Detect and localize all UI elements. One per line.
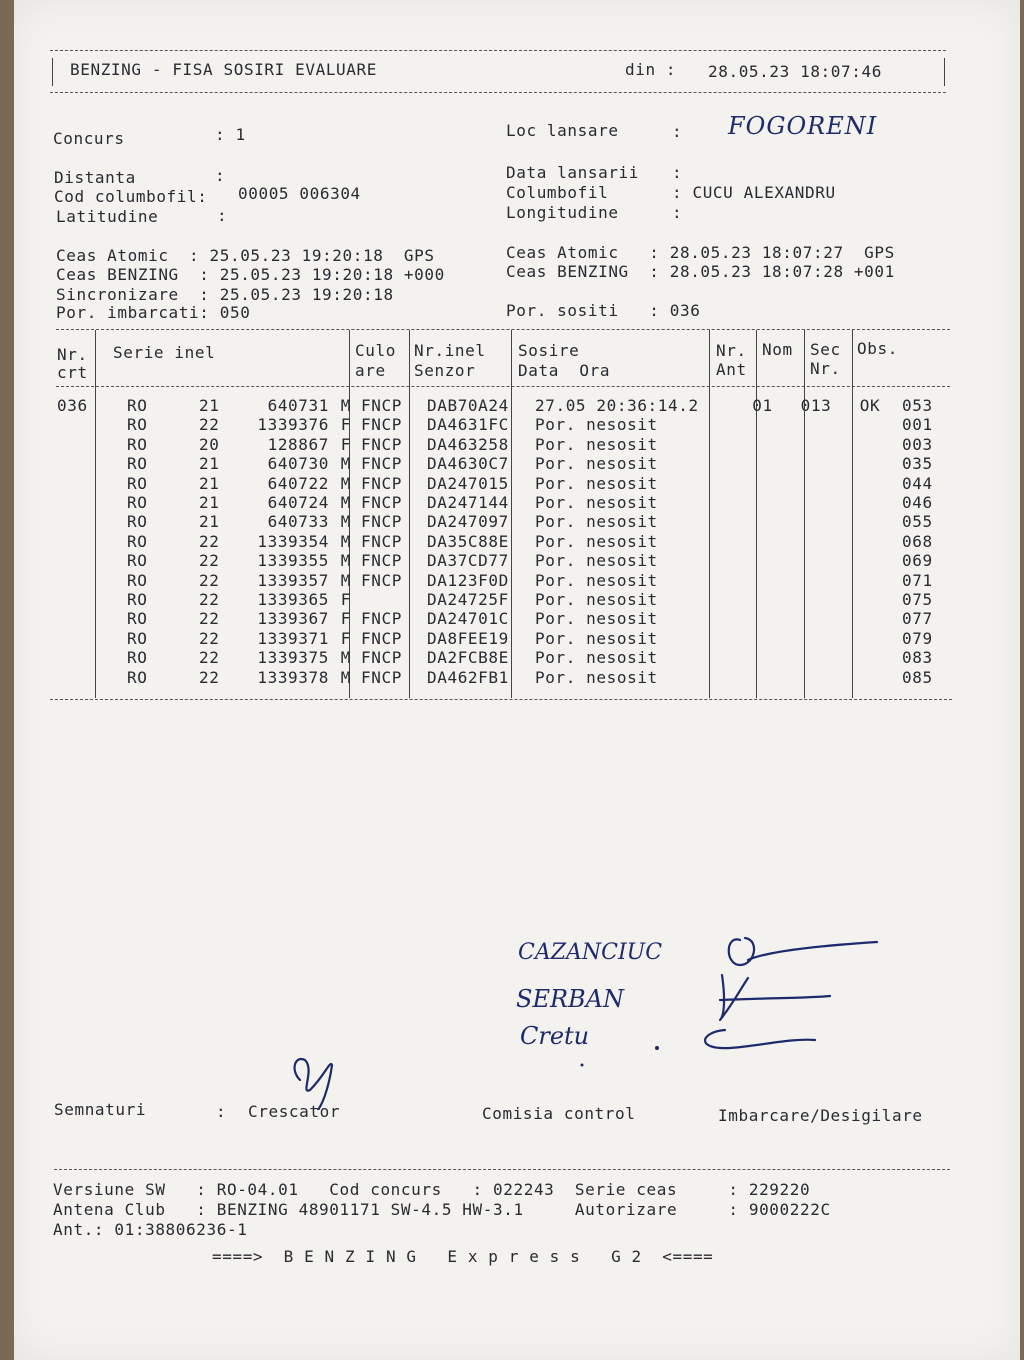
cell-culoare: FNCP bbox=[361, 551, 402, 571]
cell-ant bbox=[733, 454, 786, 473]
cell-sec bbox=[840, 435, 894, 454]
cell-nr: 1339357 bbox=[257, 570, 329, 590]
cell-sec bbox=[840, 493, 894, 512]
cell-crt bbox=[55, 435, 101, 454]
cell-culoare: FNCP bbox=[361, 648, 402, 668]
ceas-atomic-lansare: Ceas Atomic : 25.05.23 19:20:18 GPS bbox=[56, 246, 435, 265]
cell-obs: 085 bbox=[902, 667, 933, 687]
cell-sex: M bbox=[340, 493, 351, 513]
cell-nom bbox=[786, 629, 840, 648]
col-header-nr-inel: Nr.inel bbox=[414, 341, 486, 360]
table-row bbox=[55, 648, 962, 667]
cell-sosire: 27.05 20:36:14.2 bbox=[535, 396, 699, 415]
cell-crt bbox=[55, 648, 101, 667]
data-lansarii-value: : bbox=[672, 163, 683, 182]
cell-nom bbox=[786, 532, 840, 551]
col-header-senzor: Senzor bbox=[414, 361, 476, 380]
cod-columbofil-label: Cod columbofil: bbox=[54, 187, 208, 206]
cell-sex: M bbox=[340, 648, 351, 668]
col-header-nr-ant: Nr. bbox=[716, 341, 747, 360]
col-header-nr-crt: Nr. bbox=[57, 345, 88, 364]
cell-sosire: Por. nesosit bbox=[535, 570, 658, 590]
data-lansarii-label: Data lansarii bbox=[506, 163, 640, 182]
cell-an: 21 bbox=[199, 396, 220, 415]
table-row bbox=[55, 551, 962, 570]
cell-obs: 077 bbox=[902, 609, 933, 629]
cell-sex: F bbox=[340, 628, 351, 648]
cell-sec bbox=[840, 648, 894, 667]
cell-an: 22 bbox=[199, 590, 220, 610]
cell-an: 21 bbox=[199, 512, 220, 532]
cell-sosire: Por. nesosit bbox=[535, 493, 658, 513]
cell-crt bbox=[55, 454, 101, 473]
footer-ant: Ant.: 01:38806236-1 bbox=[53, 1220, 248, 1239]
cell-senzor: DA24725F bbox=[427, 590, 509, 610]
cell-nom bbox=[786, 609, 840, 628]
table-row bbox=[55, 435, 962, 454]
cell-ant bbox=[733, 571, 786, 590]
columbofil-label: Columbofil bbox=[506, 183, 609, 202]
report-date-label: din : bbox=[625, 60, 677, 79]
cell-nr: 128867 bbox=[267, 434, 329, 454]
cell-obs: 001 bbox=[902, 415, 933, 435]
cell-nr: 640733 bbox=[267, 512, 329, 532]
table-row bbox=[55, 454, 962, 473]
longitudine-label: Longitudine bbox=[506, 203, 619, 222]
cell-sex: M bbox=[340, 396, 351, 415]
cell-nom bbox=[786, 551, 840, 570]
cell-an: 22 bbox=[199, 531, 220, 551]
cell-sex: M bbox=[340, 512, 351, 532]
distanta-label: Distanta bbox=[54, 168, 136, 187]
cell-senzor: DA4631FC bbox=[427, 415, 509, 435]
cell-sosire: Por. nesosit bbox=[535, 454, 658, 474]
cell-tara: RO bbox=[127, 628, 148, 648]
col-header-culoare-2: are bbox=[355, 361, 386, 380]
footer-versiune: Versiune SW : RO-04.01 Cod concurs : 022243 Serie ceas : 229220 bbox=[53, 1180, 811, 1199]
cell-ant bbox=[733, 512, 786, 531]
cell-nr: 1339367 bbox=[257, 609, 329, 629]
cell-tara: RO bbox=[127, 551, 148, 571]
table-row bbox=[55, 512, 962, 531]
cell-obs: 046 bbox=[902, 493, 933, 513]
cell-ant bbox=[733, 415, 786, 434]
concurs-label: Concurs bbox=[53, 129, 125, 148]
cell-obs: 053 bbox=[902, 396, 933, 415]
cell-tara: RO bbox=[127, 570, 148, 590]
cell-obs: 055 bbox=[902, 512, 933, 532]
cell-obs: 044 bbox=[902, 473, 933, 493]
table-header-border bbox=[56, 386, 950, 387]
cell-nom bbox=[786, 668, 840, 687]
cell-tara: RO bbox=[127, 434, 148, 454]
concurs-value: : 1 bbox=[215, 125, 246, 144]
cell-culoare: FNCP bbox=[361, 454, 402, 474]
cell-an: 22 bbox=[199, 667, 220, 687]
cell-sex: F bbox=[340, 415, 351, 435]
col-header-obs: Obs. bbox=[857, 339, 898, 358]
cell-nr: 640731 bbox=[267, 396, 329, 415]
cell-sec bbox=[840, 551, 894, 570]
col-header-nr-ant-2: Ant bbox=[716, 360, 747, 379]
cell-culoare bbox=[355, 590, 421, 609]
table-row bbox=[55, 609, 962, 628]
cell-obs: 071 bbox=[902, 570, 933, 590]
cell-an: 21 bbox=[199, 493, 220, 513]
cell-nr: 1339378 bbox=[257, 667, 329, 687]
cell-sec: OK bbox=[859, 396, 881, 415]
cell-sex: M bbox=[340, 473, 351, 493]
footer-separator bbox=[54, 1169, 950, 1170]
table-row bbox=[55, 532, 962, 551]
cell-culoare: FNCP bbox=[361, 667, 402, 687]
cell-sex: M bbox=[340, 454, 351, 474]
header-border-top bbox=[50, 50, 946, 51]
cell-culoare: FNCP bbox=[361, 434, 402, 454]
cell-nom bbox=[786, 512, 840, 531]
cell-nr: 640722 bbox=[267, 473, 329, 493]
cell-sex: M bbox=[340, 551, 351, 571]
imbarcare-label: Imbarcare/Desigilare bbox=[718, 1106, 923, 1125]
cell-crt bbox=[55, 571, 101, 590]
arrivals-table bbox=[55, 396, 962, 687]
header-border-right bbox=[944, 58, 945, 86]
cell-culoare: FNCP bbox=[361, 531, 402, 551]
report-date: 28.05.23 18:07:46 bbox=[708, 62, 882, 81]
col-header-data-ora: Data Ora bbox=[518, 361, 611, 380]
cell-an: 22 bbox=[199, 609, 220, 629]
cell-sec bbox=[840, 668, 894, 687]
cell-nom bbox=[786, 454, 840, 473]
header-border-bottom bbox=[50, 92, 946, 93]
cell-nom bbox=[786, 415, 840, 434]
col-header-culoare: Culo bbox=[355, 341, 396, 360]
table-row bbox=[55, 415, 962, 434]
cell-obs: 079 bbox=[902, 628, 933, 648]
table-bottom-border bbox=[50, 699, 952, 700]
loc-lansare-label: Loc lansare bbox=[506, 121, 619, 140]
cell-sec bbox=[840, 415, 894, 434]
table-row bbox=[55, 474, 962, 493]
cell-obs: 083 bbox=[902, 648, 933, 668]
cell-sec bbox=[840, 590, 894, 609]
cell-crt bbox=[55, 590, 101, 609]
cell-nr: 640730 bbox=[267, 454, 329, 474]
cell-crt bbox=[55, 474, 101, 493]
handwritten-name-3: Cretu bbox=[520, 1022, 590, 1050]
cell-sec bbox=[840, 609, 894, 628]
cell-nom bbox=[786, 474, 840, 493]
cell-senzor: DA8FEE19 bbox=[427, 628, 509, 648]
cell-an: 22 bbox=[199, 628, 220, 648]
cell-nr: 1339365 bbox=[257, 590, 329, 610]
col-header-sec: Sec bbox=[810, 340, 841, 359]
cell-sex: M bbox=[340, 570, 351, 590]
cell-ant bbox=[733, 609, 786, 628]
cell-senzor: DA247015 bbox=[427, 473, 509, 493]
cell-sosire: Por. nesosit bbox=[535, 512, 658, 532]
col-header-sec-2: Nr. bbox=[810, 359, 841, 378]
porumbei-sositi: Por. sositi : 036 bbox=[506, 301, 701, 320]
cell-sex: M bbox=[340, 531, 351, 551]
latitudine-label: Latitudine bbox=[56, 207, 159, 226]
cell-crt bbox=[55, 532, 101, 551]
table-top-border bbox=[56, 329, 950, 330]
cell-sec bbox=[840, 629, 894, 648]
cell-culoare: FNCP bbox=[361, 493, 402, 513]
cod-columbofil-value: 00005 006304 bbox=[238, 184, 361, 203]
cell-ant bbox=[733, 532, 786, 551]
cell-tara: RO bbox=[127, 473, 148, 493]
columbofil-value: : CUCU ALEXANDRU bbox=[672, 183, 836, 202]
cell-tara: RO bbox=[127, 667, 148, 687]
semnaturi-label: Semnaturi bbox=[54, 1100, 147, 1119]
cell-sosire: Por. nesosit bbox=[535, 609, 658, 629]
cell-an: 22 bbox=[199, 570, 220, 590]
cell-nom bbox=[786, 571, 840, 590]
col-header-sosire: Sosire bbox=[518, 341, 580, 360]
loc-lansare-handwritten: FOGORENI bbox=[728, 112, 878, 140]
cell-nr: 1339354 bbox=[257, 531, 329, 551]
cell-tara: RO bbox=[127, 609, 148, 629]
cell-sex: F bbox=[340, 434, 351, 454]
cell-ant bbox=[733, 648, 786, 667]
col-header-nr-crt-2: crt bbox=[57, 363, 88, 382]
cell-nr: 1339376 bbox=[257, 415, 329, 435]
cell-an: 21 bbox=[199, 473, 220, 493]
sincronizare: Sincronizare : 25.05.23 19:20:18 bbox=[56, 285, 394, 304]
cell-nr: 1339371 bbox=[257, 628, 329, 648]
table-row bbox=[55, 493, 962, 512]
cell-nom bbox=[786, 493, 840, 512]
handwritten-name-1: CAZANCIUC bbox=[518, 940, 663, 965]
table-row bbox=[55, 590, 962, 609]
cell-ant bbox=[733, 668, 786, 687]
cell-sec bbox=[840, 474, 894, 493]
cell-senzor: DA35C88E bbox=[427, 531, 509, 551]
cell-crt bbox=[55, 493, 101, 512]
cell-ant bbox=[733, 629, 786, 648]
cell-nom bbox=[786, 648, 840, 667]
cell-senzor: DA37CD77 bbox=[427, 551, 509, 571]
cell-sec bbox=[840, 532, 894, 551]
cell-sosire: Por. nesosit bbox=[535, 473, 658, 493]
cell-tara: RO bbox=[127, 512, 148, 532]
cell-obs: 075 bbox=[902, 590, 933, 610]
handwritten-name-2: SERBAN bbox=[516, 985, 624, 1013]
col-header-nom: Nom bbox=[762, 340, 793, 359]
cell-sosire: Por. nesosit bbox=[535, 434, 658, 454]
footer-brand: ====> B E N Z I N G E x p r e s s G 2 <==== bbox=[212, 1247, 714, 1266]
cell-sosire: Por. nesosit bbox=[535, 628, 658, 648]
cell-senzor: DA247144 bbox=[427, 493, 509, 513]
cell-ant: 01 bbox=[752, 396, 773, 415]
cell-crt bbox=[55, 415, 101, 434]
cell-nom bbox=[786, 435, 840, 454]
cell-culoare: FNCP bbox=[361, 609, 402, 629]
cell-senzor: DA462FB1 bbox=[427, 667, 509, 687]
cell-an: 20 bbox=[199, 434, 220, 454]
distanta-value: : bbox=[215, 166, 226, 185]
cell-culoare: FNCP bbox=[361, 570, 402, 590]
ceas-benzing-lansare: Ceas BENZING : 25.05.23 19:20:18 +000 bbox=[56, 265, 445, 284]
semnaturi-colon: : bbox=[216, 1102, 227, 1121]
cell-senzor: DA2FCB8E bbox=[427, 648, 509, 668]
header-border-left bbox=[52, 58, 53, 86]
cell-sosire: Por. nesosit bbox=[535, 551, 658, 571]
cell-crt bbox=[55, 629, 101, 648]
cell-an: 22 bbox=[199, 648, 220, 668]
cell-obs: 069 bbox=[902, 551, 933, 571]
ceas-atomic-sosire: Ceas Atomic : 28.05.23 18:07:27 GPS bbox=[506, 243, 895, 262]
cell-sex: M bbox=[340, 667, 351, 687]
cell-senzor: DA247097 bbox=[427, 512, 509, 532]
cell-ant bbox=[733, 493, 786, 512]
cell-nr: 1339355 bbox=[257, 551, 329, 571]
cell-tara: RO bbox=[127, 531, 148, 551]
cell-sex: F bbox=[340, 609, 351, 629]
cell-an: 22 bbox=[199, 415, 220, 435]
cell-tara: RO bbox=[127, 415, 148, 435]
cell-sosire: Por. nesosit bbox=[535, 415, 658, 435]
ceas-benzing-sosire: Ceas BENZING : 28.05.23 18:07:28 +001 bbox=[506, 262, 895, 281]
longitudine-value: : bbox=[672, 203, 683, 222]
cell-nom: 013 bbox=[800, 396, 832, 415]
cell-sec bbox=[840, 571, 894, 590]
cell-sec bbox=[840, 454, 894, 473]
cell-ant bbox=[733, 474, 786, 493]
table-row bbox=[55, 396, 962, 415]
cell-tara: RO bbox=[127, 648, 148, 668]
table-row bbox=[55, 629, 962, 648]
cell-culoare: FNCP bbox=[361, 512, 402, 532]
latitudine-value: : bbox=[217, 206, 228, 225]
cell-sosire: Por. nesosit bbox=[535, 667, 658, 687]
loc-lansare-colon: : bbox=[672, 122, 683, 141]
cell-an: 21 bbox=[199, 454, 220, 474]
cell-crt: 036 bbox=[57, 396, 88, 415]
cell-culoare: FNCP bbox=[361, 473, 402, 493]
cell-senzor: DA4630C7 bbox=[427, 454, 509, 474]
cell-tara: RO bbox=[127, 590, 148, 610]
table-row bbox=[55, 571, 962, 590]
cell-crt bbox=[55, 609, 101, 628]
cell-obs: 068 bbox=[902, 531, 933, 551]
cell-senzor: DA24701C bbox=[427, 609, 509, 629]
cell-crt bbox=[55, 512, 101, 531]
cell-culoare: FNCP bbox=[361, 396, 402, 415]
cell-culoare: FNCP bbox=[361, 415, 402, 435]
cell-sosire: Por. nesosit bbox=[535, 648, 658, 668]
cell-crt bbox=[55, 668, 101, 687]
cell-ant bbox=[733, 590, 786, 609]
report-title: BENZING - FISA SOSIRI EVALUARE bbox=[70, 60, 377, 79]
cell-tara: RO bbox=[127, 454, 148, 474]
cell-ant bbox=[733, 435, 786, 454]
cell-senzor: DAB70A24 bbox=[427, 396, 509, 415]
cell-crt bbox=[55, 551, 101, 570]
cell-obs: 003 bbox=[902, 434, 933, 454]
cell-tara: RO bbox=[127, 396, 148, 415]
col-header-serie-inel: Serie inel bbox=[113, 343, 216, 362]
porumbei-imbarcati: Por. imbarcati: 050 bbox=[56, 303, 251, 322]
cell-nr: 1339375 bbox=[257, 648, 329, 668]
cell-nr: 640724 bbox=[267, 493, 329, 513]
cell-tara: RO bbox=[127, 493, 148, 513]
cell-ant bbox=[733, 551, 786, 570]
cell-nom bbox=[786, 590, 840, 609]
cell-obs: 035 bbox=[902, 454, 933, 474]
cell-senzor: DA123F0D bbox=[427, 570, 509, 590]
cell-an: 22 bbox=[199, 551, 220, 571]
cell-culoare: FNCP bbox=[361, 628, 402, 648]
cell-sec bbox=[840, 512, 894, 531]
cell-sosire: Por. nesosit bbox=[535, 590, 658, 610]
cell-sex: F bbox=[340, 590, 351, 610]
cell-sosire: Por. nesosit bbox=[535, 531, 658, 551]
cell-senzor: DA463258 bbox=[427, 434, 509, 454]
footer-antena: Antena Club : BENZING 48901171 SW-4.5 HW-3.1 Autorizare : 9000222C bbox=[53, 1200, 831, 1219]
comisia-control-label: Comisia control bbox=[482, 1104, 636, 1123]
crescator-label: Crescator bbox=[248, 1102, 341, 1121]
table-row bbox=[55, 668, 962, 687]
handwritten-signatures bbox=[270, 920, 890, 1110]
